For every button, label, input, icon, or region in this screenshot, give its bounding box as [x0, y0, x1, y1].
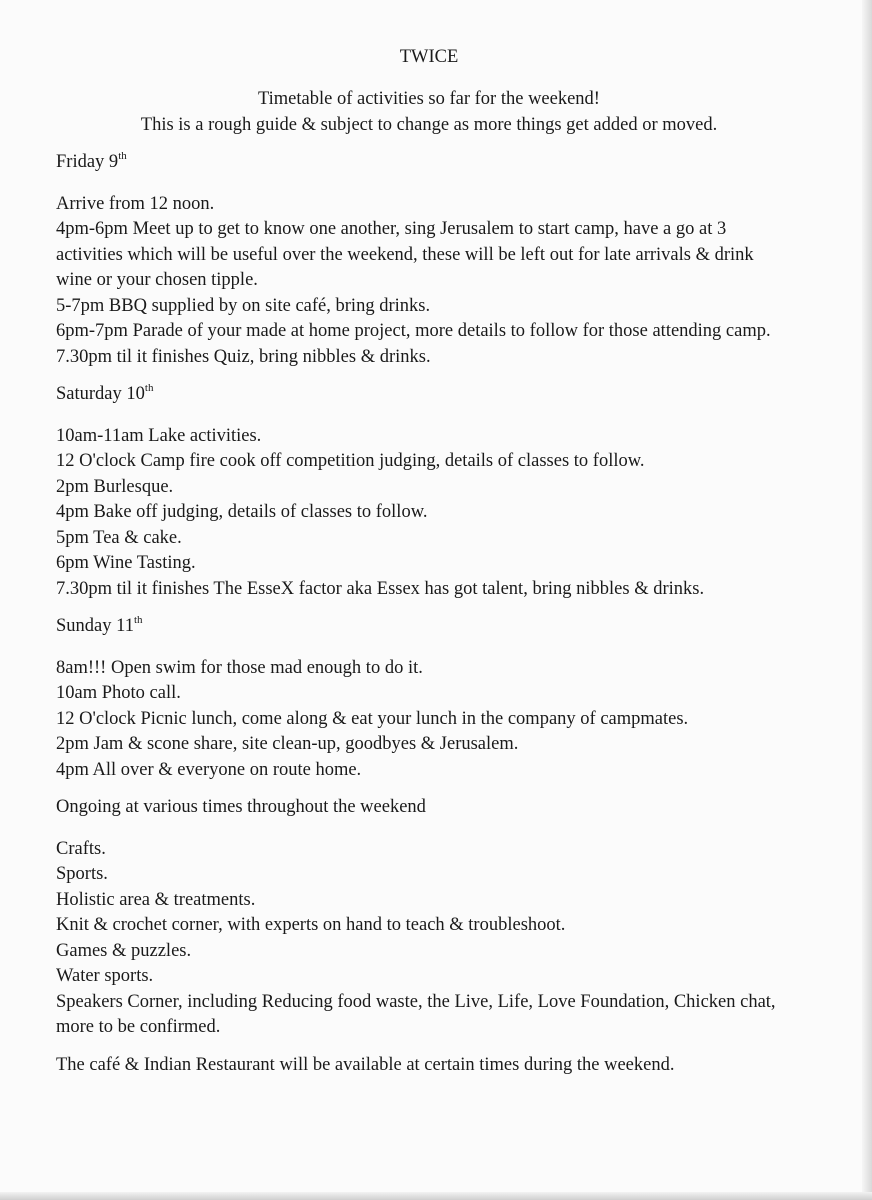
day-heading-friday: [56, 150, 786, 176]
schedule-item: 2pm Burlesque.: [56, 476, 174, 497]
schedule-item: 6pm Wine Tasting.: [56, 553, 196, 573]
schedule-item: 5pm Tea & cake.: [56, 527, 182, 548]
day-schedule-saturday: [56, 424, 786, 603]
schedule-item: 12 O'clock Picnic lunch, come along & eat your lunch in the company of campmates.: [56, 708, 689, 729]
ongoing-heading: Ongoing at various times throughout the weekend: [56, 797, 426, 817]
day-ordinal: th: [118, 150, 127, 162]
ongoing-list: [56, 837, 786, 1041]
day-schedule-friday: [56, 192, 786, 371]
ongoing-item: Games & puzzles.: [56, 940, 192, 961]
schedule-item: 10am Photo call.: [56, 683, 181, 703]
day-ordinal: th: [144, 382, 154, 394]
page-edge-shadow: [862, 0, 872, 1200]
day-schedule-sunday: [56, 656, 786, 784]
day-name: Saturday 10: [56, 384, 145, 404]
day-heading-sunday: [56, 614, 786, 640]
schedule-item: 2pm Jam & scone share, site clean-up, goodbyes & Jerusalem.: [56, 734, 519, 754]
subtitle-line: Timetable of activities so far for the weekend!: [258, 89, 600, 109]
schedule-item: 7.30pm til it finishes Quiz, bring nibbles & drinks.: [56, 346, 431, 367]
page-bottom-shadow: [0, 1192, 872, 1200]
document-title: TWICE: [399, 47, 459, 67]
ongoing-item: Holistic area & treatments.: [56, 889, 256, 910]
ongoing-item: Sports.: [56, 864, 108, 884]
ongoing-item: Knit & crochet corner, with experts on hand to teach & troubleshoot.: [56, 915, 566, 935]
schedule-item: 12 O'clock Camp fire cook off competition judging, details of classes to follow.: [56, 451, 645, 471]
day-heading-saturday: [56, 382, 786, 408]
ongoing-item: Water sports.: [56, 966, 154, 986]
ongoing-item: Speakers Corner, including Reducing food waste, the Live, Life, Love Foundation, Chicken chat, more to be confirmed.: [56, 991, 776, 1037]
schedule-item: 5-7pm BBQ supplied by on site café, bring drinks.: [56, 295, 431, 316]
schedule-item: 4pm Bake off judging, details of classes to follow.: [56, 502, 428, 522]
ongoing-item: Crafts.: [56, 838, 106, 859]
day-ordinal: th: [133, 614, 143, 626]
day-name: Friday 9: [56, 152, 119, 172]
schedule-item: Arrive from 12 noon.: [56, 193, 215, 214]
subtitle-block: [0, 87, 858, 138]
timetable-content: [56, 150, 786, 1078]
footer-note: The café & Indian Restaurant will be available at certain times during the weekend.: [56, 1054, 675, 1075]
schedule-item: 4pm All over & everyone on route home.: [56, 759, 362, 780]
schedule-item: 4pm-6pm Meet up to get to know one another, sing Jerusalem to start camp, have a go at 3 activities which will be useful over the weekend, these will be left out for late arrivals & drink wine or your chosen tipple.: [56, 219, 754, 290]
schedule-item: 6pm-7pm Parade of your made at home project, more details to follow for those attending camp.: [56, 321, 771, 341]
schedule-item: 8am!!! Open swim for those mad enough to do it.: [56, 657, 423, 678]
day-name: Sunday 11: [56, 616, 134, 636]
schedule-item: 7.30pm til it finishes The EsseX factor aka Essex has got talent, bring nibbles & drinks.: [56, 578, 705, 599]
subtitle-line: This is a rough guide & subject to change as more things get added or moved.: [140, 114, 718, 135]
schedule-item: 10am-11am Lake activities.: [56, 425, 262, 446]
